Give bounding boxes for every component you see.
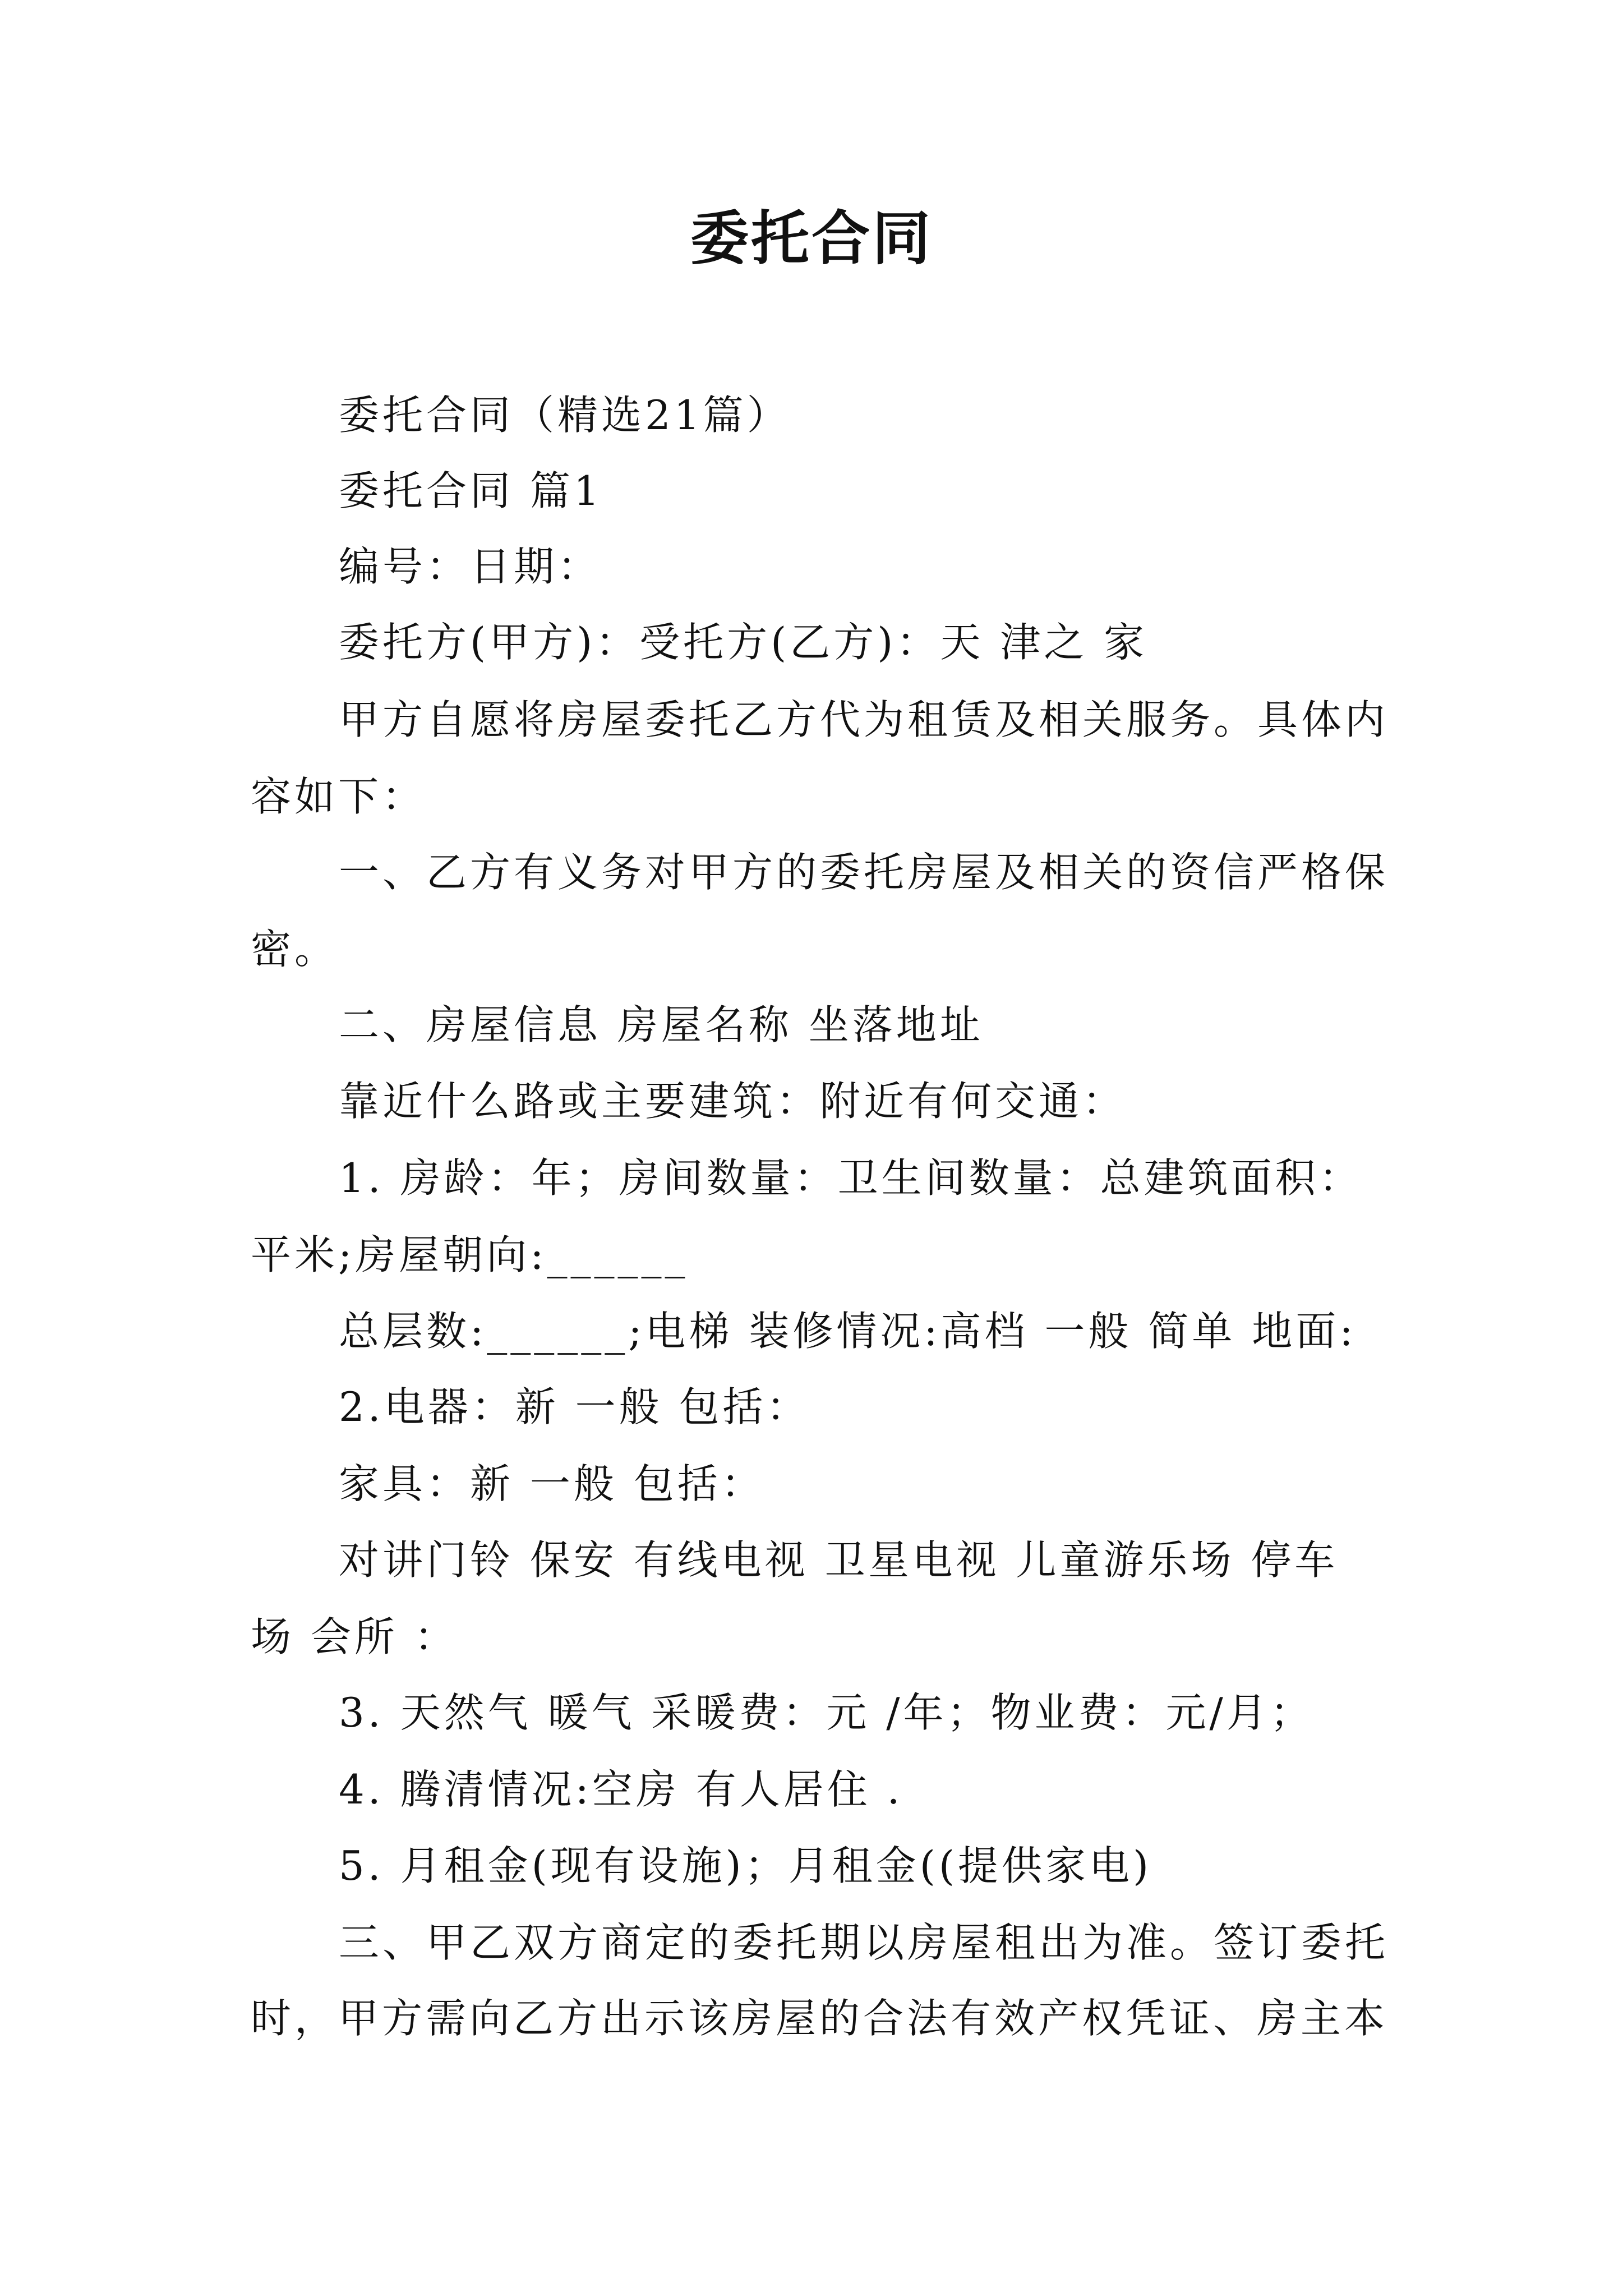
document-title: 委托合同 [690,204,933,273]
paragraph-line: 总层数:______;电梯 装修情况:高档 一般 简单 地面: [339,1308,1357,1355]
paragraph-line: 靠近什么路或主要建筑：附近有何交通： [339,1078,1127,1125]
paragraph-line: 甲方自愿将房屋委托乙方代为租赁及相关服务。具体内 [339,696,1389,743]
paragraph-line: 一、乙方有义务对甲方的委托房屋及相关的资信严格保 [339,849,1389,896]
section-heading: 委托合同 篇1 [339,467,603,514]
paragraph-line: 1. 房龄：年；房间数量：卫生间数量：总建筑面积： [339,1154,1363,1202]
paragraph-line: 容如下： [251,773,426,820]
paragraph-line: 编号：日期： [339,543,602,590]
paragraph-line: 家具：新 一般 包括： [339,1460,765,1507]
paragraph-line: 场 会所 ： [251,1613,458,1660]
paragraph-line: 3. 天然气 暖气 采暖费：元 /年；物业费：元/月； [339,1689,1314,1736]
paragraph-line: 平米;房屋朝向:______ [251,1231,689,1278]
paragraph-line: 4. 腾清情况:空房 有人居住 . [339,1766,903,1813]
paragraph-line: 委托方(甲方)：受托方(乙方)：天 津之 家 [339,619,1148,666]
paragraph-line: 三、甲乙双方商定的委托期以房屋租出为准。签订委托 [339,1919,1389,1966]
paragraph-line: 二、房屋信息 房屋名称 坐落地址 [339,1001,984,1048]
paragraph-line: 2.电器：新 一般 包括： [339,1383,810,1430]
paragraph-line: 对讲门铃 保安 有线电视 卫星电视 儿童游乐场 停车 [339,1536,1339,1584]
paragraph-line: 5. 月租金(现有设施)；月租金((提供家电) [339,1842,1152,1889]
subtitle-line: 委托合同（精选21篇） [339,392,791,439]
paragraph-line: 密。 [251,926,339,973]
paragraph-line: 时，甲方需向乙方出示该房屋的合法有效产权凭证、房主本 [251,1995,1389,2042]
